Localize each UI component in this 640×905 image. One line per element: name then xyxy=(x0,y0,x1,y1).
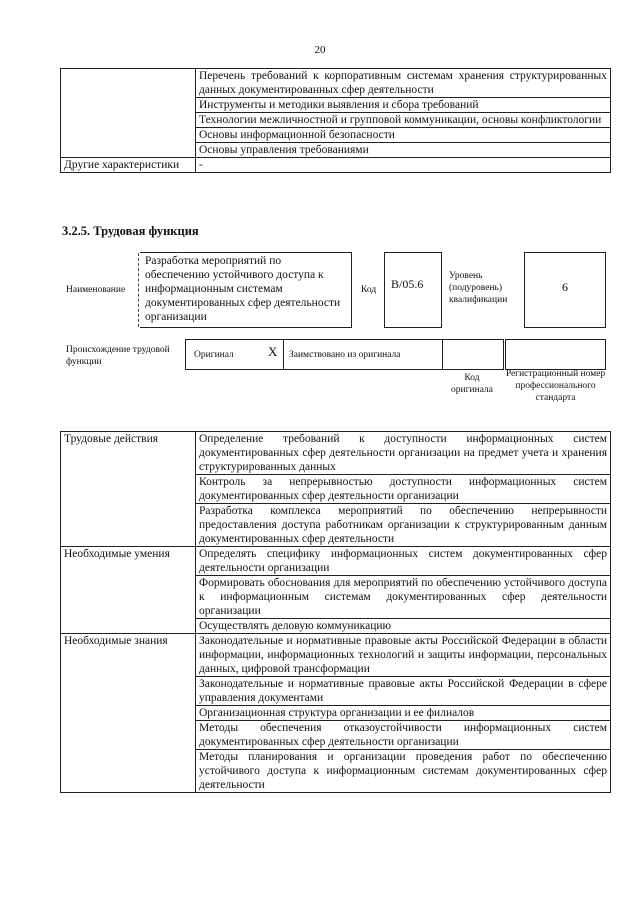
original-label: Оригинал xyxy=(194,350,234,360)
table-cell: Методы обеспечения отказоустойчивости информационных систем документированных сфер деятельности организации xyxy=(196,721,611,750)
table-cell: Формировать обоснования для мероприятий по обеспечению устойчивого доступа к информационным системам документированных сфер деятельности организации xyxy=(196,576,611,619)
table-cell: Методы планирования и организации проведения работ по обеспечению устойчивого доступа к информационным системам документированных сфер деятельности xyxy=(196,750,611,793)
table-cell: Определять специфику информационных систем документированных сфер деятельности организации xyxy=(196,547,611,576)
section-title: 3.2.5. Трудовая функция xyxy=(62,224,199,238)
name-label: Наименование xyxy=(66,285,126,295)
other-characteristics-value: - xyxy=(196,158,611,173)
level-label: Уровень (подуровень) квалификации xyxy=(449,271,508,305)
knowledge-item: Основы информационной безопасности xyxy=(196,128,611,143)
knowledge-item: Основы управления требованиями xyxy=(196,143,611,158)
origin-divider xyxy=(283,339,284,370)
table-row xyxy=(61,547,611,576)
table-cell: Осуществлять деловую коммуникацию xyxy=(196,619,611,634)
level-value: 6 xyxy=(524,252,606,328)
row-label: Необходимые знания xyxy=(61,634,196,793)
origin-box xyxy=(185,339,443,370)
x-mark: X xyxy=(268,344,278,359)
other-characteristics-label: Другие характеристики xyxy=(61,158,196,173)
borrowed-label: Заимствовано из оригинала xyxy=(289,350,401,360)
table-cell: Законодательные и нормативные правовые акты Российской Федерации в сфере управления документами xyxy=(196,677,611,706)
origin-label: Происхождение трудовой функции xyxy=(66,345,170,367)
reg-number-box xyxy=(505,339,606,370)
dashed-divider xyxy=(138,253,139,327)
knowledge-continuation-table xyxy=(60,68,611,173)
table-cell: Организационная структура организации и ее филиалов xyxy=(196,706,611,721)
table-cell: Контроль за непрерывностью доступности информационных систем документированных сфер деятельности организации xyxy=(196,475,611,504)
table-row xyxy=(61,432,611,475)
row-label: Необходимые умения xyxy=(61,547,196,634)
table-cell: Определение требований к доступности информационных систем документированных сфер деятельности организации на предмет учета и хранения структурированных данных xyxy=(196,432,611,475)
code-original-label: Код оригинала xyxy=(451,373,493,395)
code-original-box xyxy=(442,339,504,370)
code-label: Код xyxy=(361,285,377,295)
table-cell: Законодательные и нормативные правовые акты Российской Федерации в области информации, информационных технологий и защиты информации, персональных данных, цифровой трансформации xyxy=(196,634,611,677)
table-row xyxy=(61,158,611,173)
code-value: B/05.6 xyxy=(384,252,442,328)
knowledge-item: Перечень требований к корпоративным системам хранения структурированных данных документированных сфер деятельности xyxy=(196,69,611,98)
reg-number-label: Регистрационный номер профессионального стандарта xyxy=(505,369,606,403)
table-cell: Разработка комплекса мероприятий по обеспечению непрерывности предоставления доступа работникам организации к структурированным данным документированных сфер деятельности xyxy=(196,504,611,547)
empty-label-cell xyxy=(61,69,196,158)
table-row xyxy=(61,634,611,677)
labor-function-table xyxy=(60,431,611,793)
table-row xyxy=(61,69,611,98)
page-number: 20 xyxy=(314,44,326,56)
knowledge-item: Инструменты и методики выявления и сбора требований xyxy=(196,98,611,113)
name-value: Разработка мероприятий по обеспечению устойчивого доступа к информационным системам документированных сфер деятельности организации xyxy=(140,252,352,328)
row-label: Трудовые действия xyxy=(61,432,196,547)
knowledge-item: Технологии межличностной и групповой коммуникации, основы конфликтологии xyxy=(196,113,611,128)
